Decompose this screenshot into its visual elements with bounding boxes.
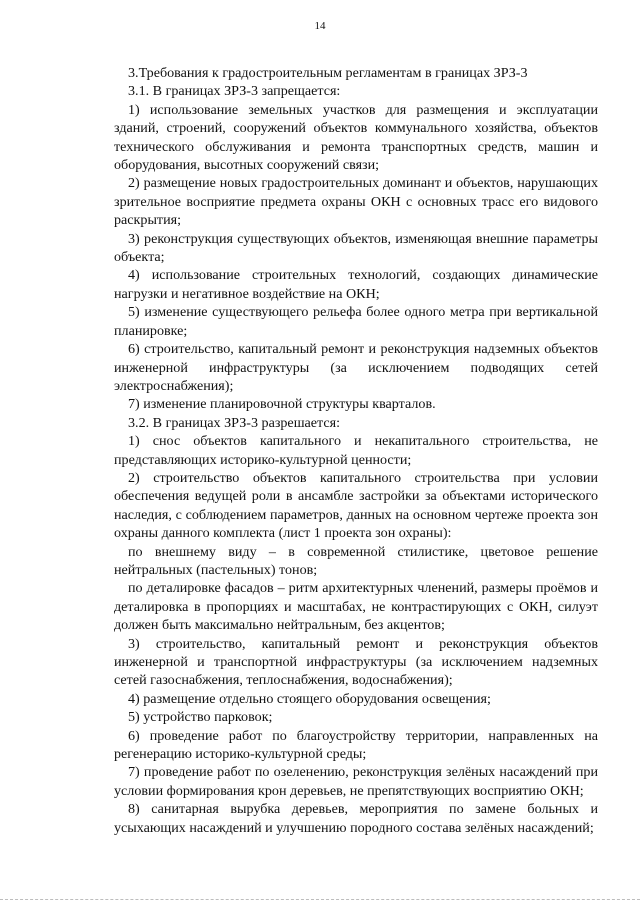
subsection-title-permitted: 3.2. В границах ЗРЗ-3 разрешается: [128,414,341,431]
permitted-item-2-appearance: по внешнему виду – в современной стилистике, цветовое решение нейтральных (пастельных) тонов; [114,543,598,578]
prohibited-item-1: 1) использование земельных участков для размещения и эксплуатации зданий, строений, сооружений объектов коммунального хозяйства, объектов технического обслуживания и ремонта транспортных средств, машин и оборудования, высотных сооружений связи; [114,101,598,174]
scan-edge-divider [0,899,640,900]
subsection-title-prohibited: 3.1. В границах ЗРЗ-3 запрещается: [128,83,341,100]
permitted-item-1: 1) снос объектов капитального и некапитального строительства, не представляющих историко-культурной ценности; [114,433,598,468]
permitted-item-2-facades: по деталировке фасадов – ритм архитектурных членений, размеры проёмов и деталировка в пропорциях и масштабах, не контрастирующих с ОКН, силуэт должен быть максимально нейтральным, без акцентов; [114,580,598,634]
prohibited-item-3: 3) реконструкция существующих объектов, изменяющая внешние параметры объекта; [114,230,598,266]
permitted-item-8: 8) санитарная вырубка деревьев, мероприятия по замене больных и усыхающих насаждений и улучшению породного состава зелёных насаждений; [114,801,598,836]
permitted-item-3: 3) строительство, капитальный ремонт и реконструкция объектов инженерной и транспортной инфраструктуры (за исключением надземных сетей газоснабжения, теплоснабжения, водоснабжения); [114,635,598,689]
permitted-item-6: 6) проведение работ по благоустройству территории, направленных на регенерацию историко-культурной среды; [114,727,598,763]
prohibited-item-5: 5) изменение существующего рельефа более одного метра при вертикальной планировке; [114,304,598,339]
section-heading: 3.Требования к градостроительным регламентам в границах ЗРЗ-3 [128,65,528,81]
page-number: 14 [314,20,326,32]
permitted-item-4: 4) размещение отдельно стоящего оборудования освещения; [128,690,491,707]
prohibited-item-2: 2) размещение новых градостроительных доминант и объектов, нарушающих зрительное восприятие предмета охраны ОКН с основных трасс его видового раскрытия; [114,175,598,229]
prohibited-item-7: 7) изменение планировочной структуры кварталов. [128,396,436,413]
prohibited-item-6: 6) строительство, капитальный ремонт и реконструкция надземных объектов инженерной инфраструктуры (за исключением подводящих сетей электроснабжения); [114,341,598,394]
permitted-item-2: 2) строительство объектов капитального строительства при условии обеспечения ведущей роли в ансамбле застройки за объектами исторического наследия, с соблюдением параметров, данных на основном чертеже проекта зон охраны данного комплекта (лист 1 проекта зон охраны): [114,469,598,542]
permitted-item-5: 5) устройство парковок; [128,709,273,726]
prohibited-item-4: 4) использование строительных технологий, создающих динамические нагрузки и негативное воздействие на ОКН; [114,267,598,302]
document-body [114,64,598,837]
permitted-item-7: 7) проведение работ по озеленению, реконструкция зелёных насаждений при условии формирования крон деревьев, не препятствующих восприятию ОКН; [114,764,598,799]
